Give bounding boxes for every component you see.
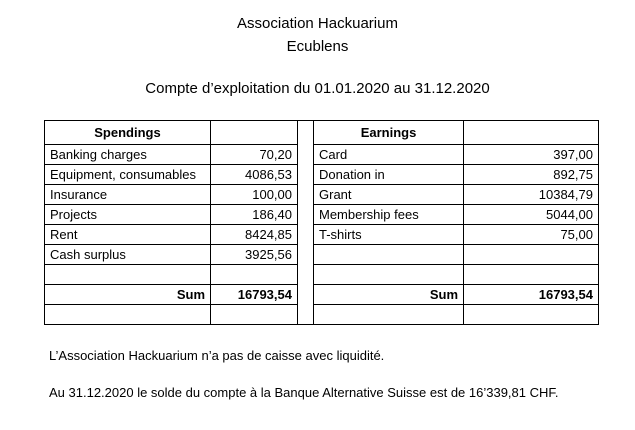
sum-row bbox=[45, 285, 599, 305]
earnings-sum-value: 16793,54 bbox=[464, 285, 599, 305]
table-header-row bbox=[45, 121, 599, 145]
spending-row-label: Projects bbox=[45, 205, 211, 225]
empty-cell bbox=[464, 245, 599, 265]
table-row bbox=[45, 225, 599, 245]
spendings-sum-label: Sum bbox=[45, 285, 211, 305]
earning-row-label: Card bbox=[314, 145, 464, 165]
earning-row-label: Membership fees bbox=[314, 205, 464, 225]
table-row bbox=[45, 185, 599, 205]
empty-cell bbox=[211, 265, 298, 285]
table-row bbox=[45, 245, 599, 265]
empty-cell bbox=[314, 265, 464, 285]
earning-row-label: T-shirts bbox=[314, 225, 464, 245]
empty-cell bbox=[464, 121, 599, 145]
earning-row-value: 397,00 bbox=[464, 145, 599, 165]
note-liquidity: L’Association Hackuarium n’a pas de caisse avec liquidité. bbox=[49, 348, 385, 363]
table-row bbox=[45, 205, 599, 225]
table-row bbox=[45, 145, 599, 165]
spending-row-value: 186,40 bbox=[211, 205, 298, 225]
spending-row-label: Banking charges bbox=[45, 145, 211, 165]
earnings-column-header: Earnings bbox=[314, 121, 464, 145]
spending-row-value: 8424,85 bbox=[211, 225, 298, 245]
earning-row-value: 5044,00 bbox=[464, 205, 599, 225]
empty-cell bbox=[314, 245, 464, 265]
empty-row bbox=[45, 265, 599, 285]
empty-cell bbox=[464, 265, 599, 285]
spendings-sum-value: 16793,54 bbox=[211, 285, 298, 305]
earning-row-label: Grant bbox=[314, 185, 464, 205]
spending-row-label: Equipment, consumables bbox=[45, 165, 211, 185]
spending-row-label: Cash surplus bbox=[45, 245, 211, 265]
spending-row-label: Insurance bbox=[45, 185, 211, 205]
org-location: Ecublens bbox=[286, 38, 349, 55]
org-name-title: Association Hackuarium bbox=[237, 15, 398, 32]
note-bank-balance: Au 31.12.2020 le solde du compte à la Banque Alternative Suisse est de 16’339,81 CHF. bbox=[49, 385, 559, 400]
spendings-column-header: Spendings bbox=[45, 121, 211, 145]
earning-row-value: 10384,79 bbox=[464, 185, 599, 205]
spending-row-value: 4086,53 bbox=[211, 165, 298, 185]
empty-cell bbox=[211, 305, 298, 325]
earning-row-value: 892,75 bbox=[464, 165, 599, 185]
table-row bbox=[45, 165, 599, 185]
exploitation-table bbox=[44, 120, 599, 325]
empty-cell bbox=[464, 305, 599, 325]
empty-row bbox=[45, 305, 599, 325]
spending-row-label: Rent bbox=[45, 225, 211, 245]
earnings-sum-label: Sum bbox=[314, 285, 464, 305]
empty-cell bbox=[211, 121, 298, 145]
empty-cell bbox=[314, 305, 464, 325]
spending-row-value: 3925,56 bbox=[211, 245, 298, 265]
earning-row-value: 75,00 bbox=[464, 225, 599, 245]
empty-cell bbox=[45, 265, 211, 285]
spending-row-value: 100,00 bbox=[211, 185, 298, 205]
table-gap-column bbox=[298, 121, 314, 325]
empty-cell bbox=[45, 305, 211, 325]
earning-row-label: Donation in bbox=[314, 165, 464, 185]
report-title: Compte d’exploitation du 01.01.2020 au 31.12.2020 bbox=[145, 80, 490, 97]
spending-row-value: 70,20 bbox=[211, 145, 298, 165]
